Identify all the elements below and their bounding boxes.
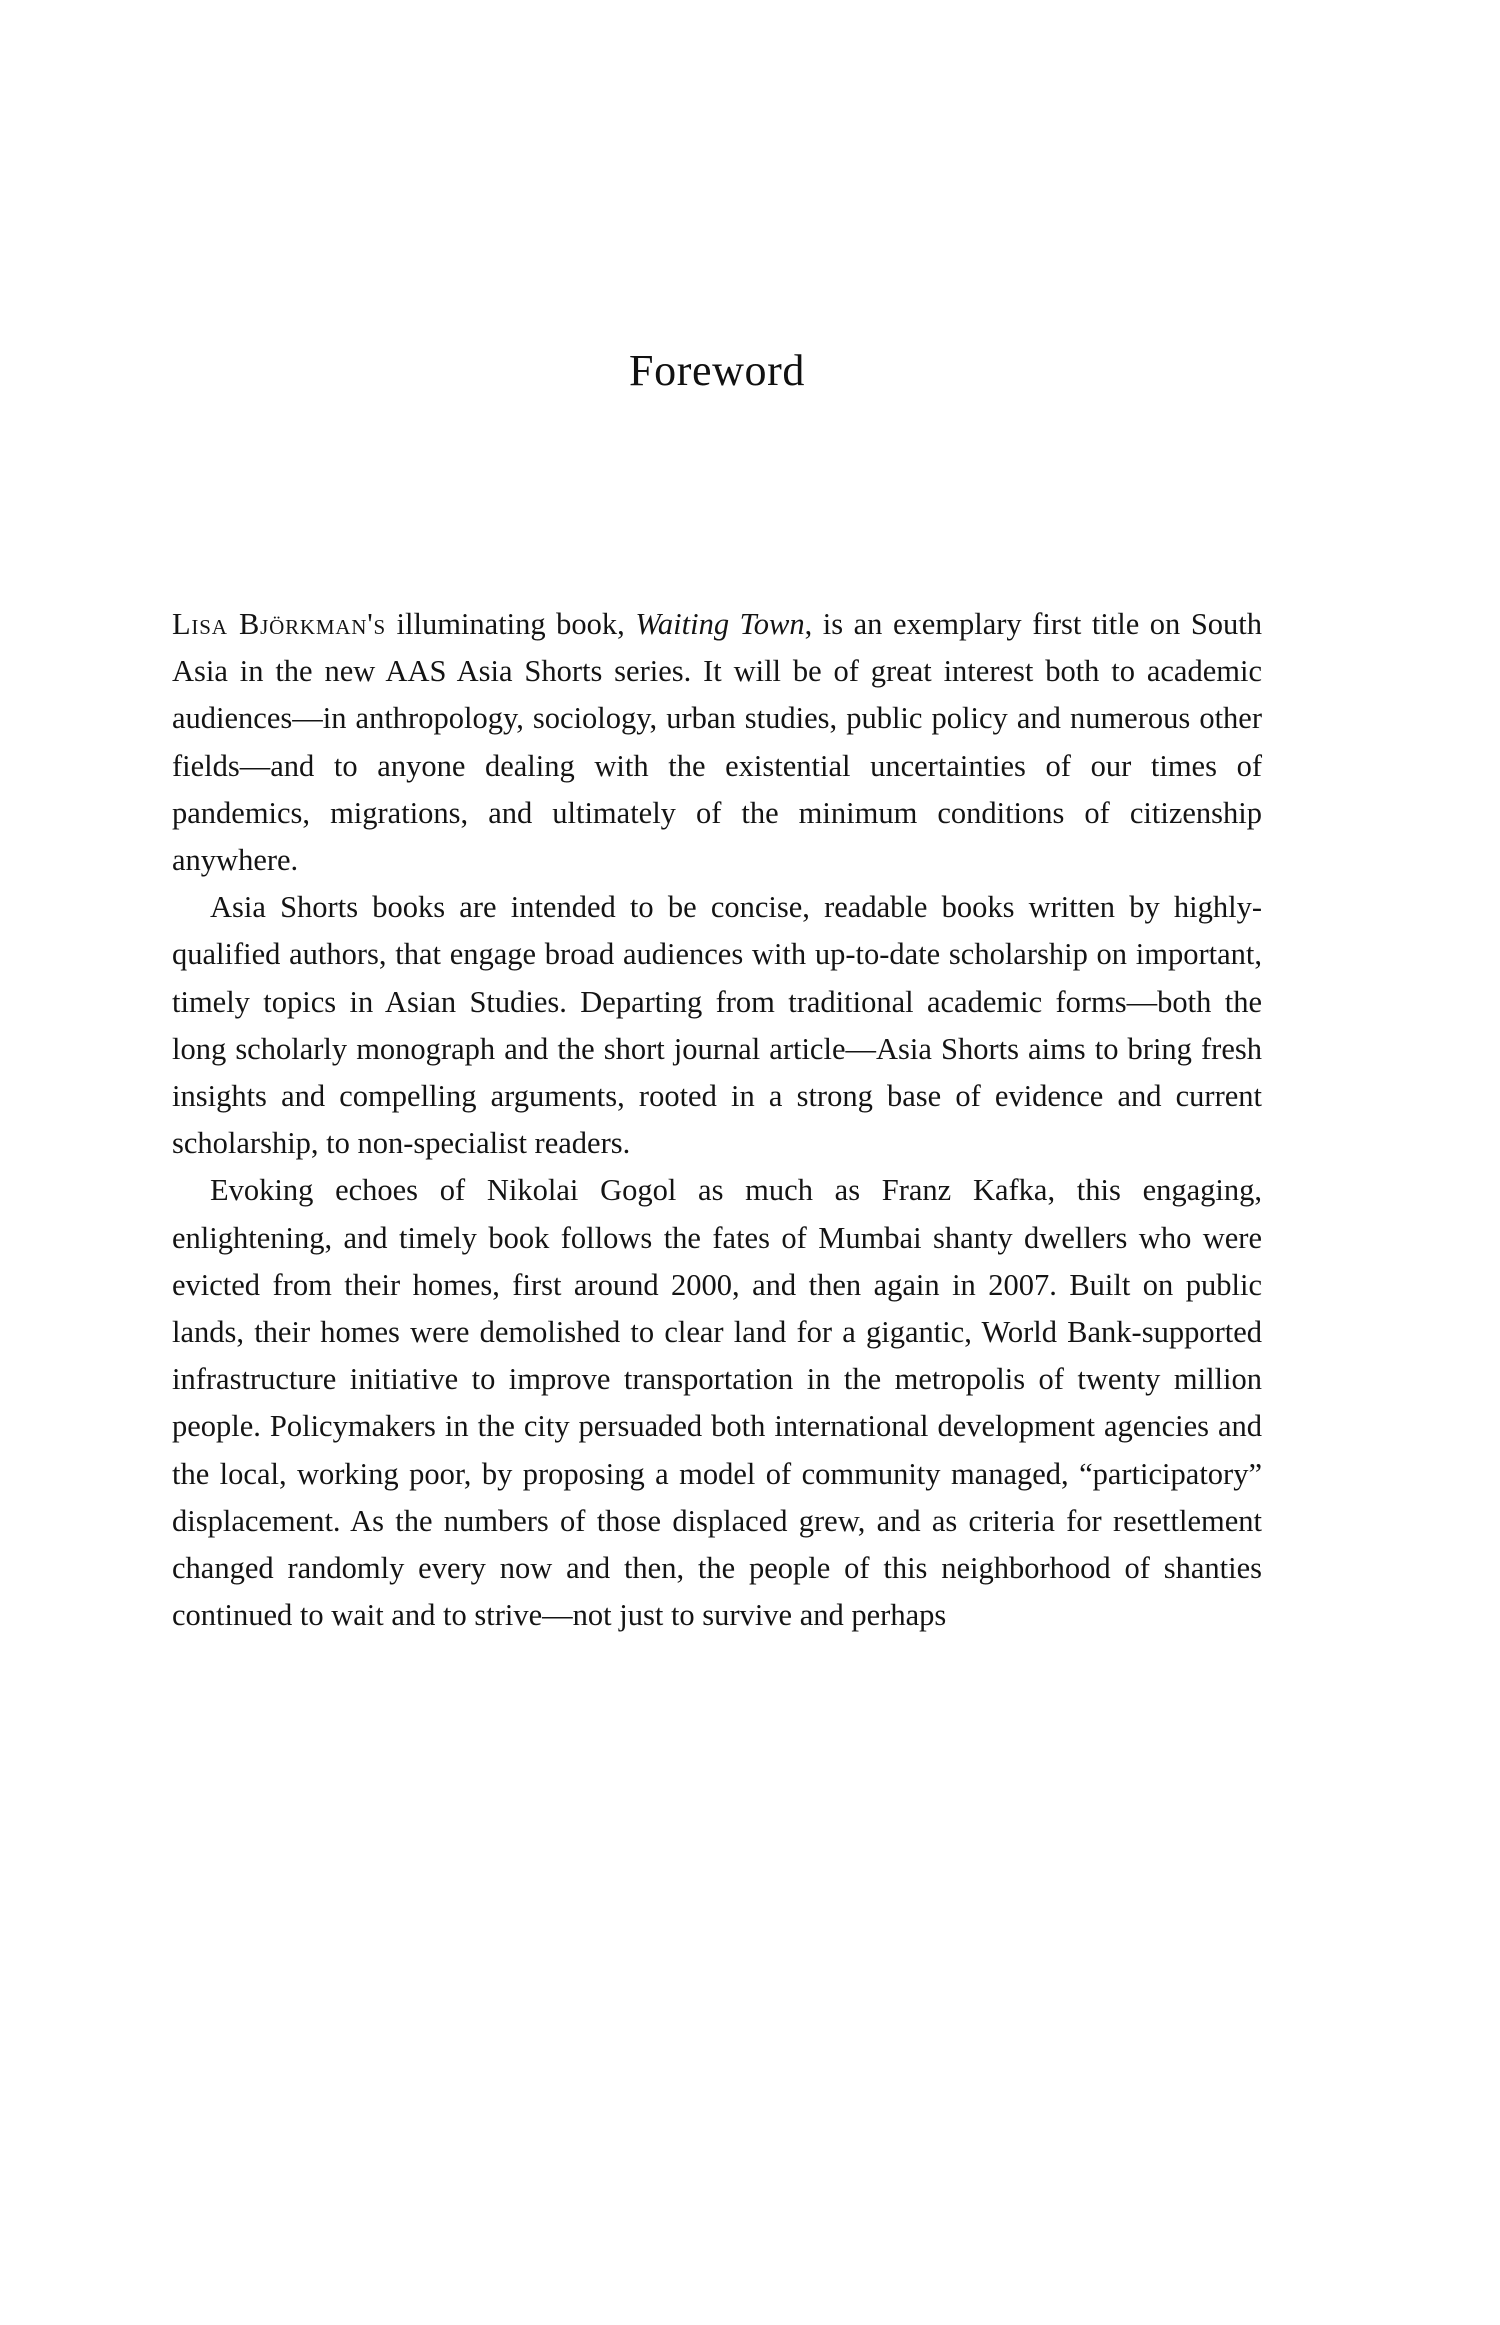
paragraph bbox=[172, 1167, 1262, 1639]
page-content bbox=[172, 0, 1262, 1639]
body-text bbox=[172, 396, 1262, 1639]
author-name-smallcaps: Lisa Björkman's bbox=[172, 607, 387, 641]
text-run: Asia Shorts books are intended to be concise, readable books written by highly-qualified authors, that engage broad audiences with up-to-date scholarship on important, timely topics in Asian Studies. Departing from traditional academic forms—both the long scholarly monograph and the short journal article—Asia Shorts aims to bring fresh insights and compelling arguments, rooted in a strong base of evidence and current scholarship, to non-specialist readers. bbox=[172, 890, 1262, 1161]
paragraph bbox=[172, 884, 1262, 1167]
book-title-italic: Waiting Town bbox=[635, 607, 805, 641]
paragraph bbox=[172, 601, 1262, 884]
text-run: illuminating book, bbox=[386, 607, 636, 641]
page-title: Foreword bbox=[629, 346, 805, 395]
text-run: , is an exemplary first title on South Asia in the new AAS Asia Shorts series. It will be of great interest both to academic audiences—in anthropology, sociology, urban studies, public policy and numerous other fields—and to anyone dealing with the existential uncertainties of our times of pandemics, migrations, and ultimately of the minimum conditions of citizenship anywhere. bbox=[172, 607, 1262, 878]
text-run: Evoking echoes of Nikolai Gogol as much as Franz Kafka, this engaging, enlightening, and timely book follows the fates of Mumbai shanty dwellers who were evicted from their homes, first around 2000, and then again in 2007. Built on public lands, their homes were demolished to clear land for a gigantic, World Bank-supported infrastructure initiative to improve transportation in the metropolis of twenty million people. Policymakers in the city persuaded both international development agencies and the local, working poor, by proposing a model of community managed, “participatory” displacement. As the numbers of those displaced grew, and as criteria for resettlement changed randomly every now and then, the people of this neighborhood of shanties continued to wait and to strive—not just to survive and perhaps bbox=[172, 1173, 1262, 1633]
